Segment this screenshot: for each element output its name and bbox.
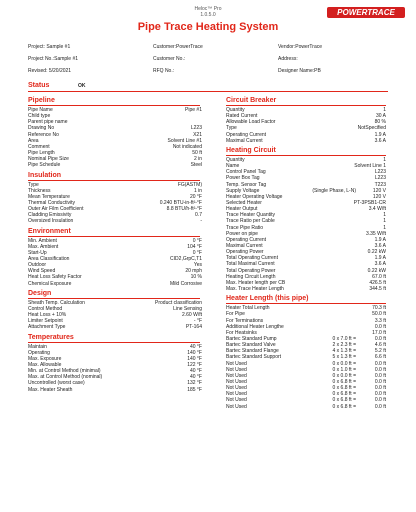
data-row xyxy=(28,362,200,368)
row-label: Heater Total Length xyxy=(226,305,270,312)
row-value: Not indicated xyxy=(172,143,202,150)
data-row xyxy=(28,281,200,287)
row-label: Name xyxy=(226,163,240,170)
row-label: Reference No xyxy=(28,131,59,138)
row-label: Child type xyxy=(28,113,51,120)
data-row xyxy=(226,175,386,181)
data-row xyxy=(226,132,386,138)
row-label: Quantity xyxy=(226,107,245,113)
row-label: Heating Circuit Length xyxy=(226,273,276,280)
data-row xyxy=(226,404,386,410)
data-row xyxy=(226,268,386,274)
project-label: Project: Sample #1 xyxy=(28,44,71,50)
data-row xyxy=(226,373,386,379)
row-value: 0 x 7.0 ft = xyxy=(332,335,356,342)
row-value-right: L223 xyxy=(374,175,386,182)
data-row xyxy=(28,194,200,200)
customer-label: Customer:PowerTrace xyxy=(153,44,203,50)
vendor-label: Vendor:PowerTrace xyxy=(278,44,323,50)
section-divider xyxy=(28,298,200,299)
row-label: Operating Current xyxy=(226,236,267,243)
row-value: Mild Corrosive xyxy=(170,280,202,287)
row-label: For Terminations xyxy=(226,317,264,324)
row-value-right: 1.9 A xyxy=(374,131,386,138)
status-divider xyxy=(28,91,388,92)
row-label: Trace Pipe Ratio xyxy=(226,224,264,231)
data-row xyxy=(28,119,200,125)
data-row xyxy=(28,162,200,168)
row-value-right: 3.6 A xyxy=(374,243,386,249)
row-label: Max. Trace Heater Length xyxy=(226,286,284,293)
row-value-right: 0.0 ft xyxy=(374,335,386,342)
row-label: Type xyxy=(28,181,39,188)
data-row xyxy=(28,256,200,262)
row-label: Pipe Length xyxy=(28,150,55,157)
row-value: - xyxy=(200,218,202,225)
row-label: For Heatsinks xyxy=(226,329,257,336)
row-label: Maximal Current xyxy=(226,243,263,249)
data-row xyxy=(28,350,200,356)
row-value: 50 ft xyxy=(192,150,202,157)
row-label: Bartec Standard Pump xyxy=(226,335,277,342)
row-label: Additional Heater Lengthe xyxy=(226,323,284,330)
row-value: 4 x 1.3 ft = xyxy=(332,348,356,355)
data-row xyxy=(28,318,200,324)
row-value: 185 °F xyxy=(187,386,202,393)
row-value-right: 1 xyxy=(383,212,386,219)
data-row xyxy=(226,125,386,131)
data-row xyxy=(28,274,200,280)
row-label: Chemical Exposure xyxy=(28,280,72,287)
row-value: 0 x 6.8 ft = xyxy=(332,379,356,385)
row-value-right: 1 xyxy=(383,156,386,163)
data-row xyxy=(226,194,386,200)
app-name: Heloc™ Pro xyxy=(194,6,222,12)
app-version: 1.0.5.0 xyxy=(200,12,216,18)
data-row xyxy=(226,280,386,286)
row-value: 0 x 0.0 ft = xyxy=(332,360,356,367)
data-row xyxy=(226,200,386,206)
data-row xyxy=(226,138,386,144)
data-row xyxy=(28,344,200,350)
row-value-right: 4.6 ft xyxy=(374,342,386,349)
row-value: X21 xyxy=(193,131,202,138)
data-row xyxy=(226,255,386,261)
row-label: Max. Heater Sheath xyxy=(28,386,73,393)
row-value: Line Sensing xyxy=(173,305,202,312)
data-row xyxy=(226,397,386,403)
row-label: Not Used xyxy=(226,397,247,404)
row-label: Wind Speed xyxy=(28,268,56,275)
row-value: 40 °F xyxy=(189,374,202,381)
row-value-right: 50.0 ft xyxy=(372,311,386,318)
row-label: Pipe Schedule xyxy=(28,162,61,169)
row-value-right: 1 xyxy=(383,224,386,231)
row-value: 8.8 BTU/h-ft²-°F xyxy=(166,206,202,213)
row-value: - °F xyxy=(193,318,202,325)
row-label: Uncontrolled (worst case) xyxy=(28,380,85,387)
row-label: Not Used xyxy=(226,372,247,379)
row-value-right: 120 V xyxy=(372,193,386,200)
data-row xyxy=(226,212,386,218)
row-label: Supply Voltage xyxy=(226,187,260,194)
row-value-right: Solvent Line 1 xyxy=(354,163,386,170)
row-label: Not Used xyxy=(226,385,247,392)
section-divider xyxy=(28,236,200,237)
data-row xyxy=(28,387,200,393)
row-value: Product classification xyxy=(155,299,202,306)
section-divider xyxy=(226,303,386,304)
data-row xyxy=(226,286,386,292)
row-label: Type xyxy=(226,125,237,132)
data-row xyxy=(226,206,386,212)
data-row xyxy=(226,311,386,317)
data-row xyxy=(28,125,200,131)
data-row xyxy=(28,138,200,144)
section-title: Heater Length (this pipe) xyxy=(226,295,309,303)
row-label: Rated Current xyxy=(226,113,258,120)
row-label: Operating xyxy=(28,349,50,356)
row-label: Outdoor xyxy=(28,262,47,269)
row-value-right: 70.3 ft xyxy=(372,305,386,312)
row-value: 0 °F xyxy=(192,237,202,244)
row-label: Maximal Current xyxy=(226,137,263,144)
data-row xyxy=(226,188,386,194)
data-row xyxy=(28,262,200,268)
row-value-right: L223 xyxy=(374,169,386,176)
data-row xyxy=(226,318,386,324)
row-value: 2 in xyxy=(193,156,202,163)
row-value: 20 °F xyxy=(189,193,202,200)
data-row xyxy=(226,348,386,354)
data-row xyxy=(226,336,386,342)
row-value-right: 3.6 A xyxy=(374,137,386,144)
row-label: Operating Power xyxy=(226,249,264,256)
data-row xyxy=(226,119,386,125)
row-label: Nominal Pipe Size xyxy=(28,156,69,163)
data-row xyxy=(28,238,200,244)
row-label: Max. Exposure xyxy=(28,355,62,362)
row-label: Not Used xyxy=(226,391,247,398)
data-row xyxy=(28,182,200,188)
row-value-right: 3.6 A xyxy=(374,261,386,268)
row-value-right: 1.9 A xyxy=(374,236,386,243)
row-label: Drawing No xyxy=(28,125,55,132)
rfq-label: RFQ No.: xyxy=(153,68,175,74)
data-row xyxy=(28,113,200,119)
data-row xyxy=(226,163,386,169)
row-label: Not Used xyxy=(226,360,247,367)
data-row xyxy=(226,231,386,237)
row-value-right: NotSpecified xyxy=(357,125,386,132)
row-value: 0 x 1.0 ft = xyxy=(332,366,356,373)
row-value-right: 0.0 ft xyxy=(374,323,386,330)
row-label: For Pipe xyxy=(226,311,245,318)
row-value: 132 °F xyxy=(187,380,202,387)
data-row xyxy=(28,368,200,374)
row-label: Area Classification xyxy=(28,256,70,262)
designer-label: Designer Name:PB xyxy=(278,68,321,74)
data-row xyxy=(226,354,386,360)
row-value-right: 0.0 ft xyxy=(374,360,386,367)
data-row xyxy=(28,188,200,194)
row-value: 0 °F xyxy=(192,249,202,256)
data-row xyxy=(28,268,200,274)
row-label: Maintain xyxy=(28,343,47,350)
row-label: Power on pipe xyxy=(226,230,258,237)
row-label: Cladding Emissivity xyxy=(28,212,72,219)
row-label: Operating Current xyxy=(226,131,267,138)
row-label: Trace Heater Quantity xyxy=(226,212,276,219)
row-label: Bartec Standard Support xyxy=(226,354,282,361)
row-value: PT-164 xyxy=(185,324,202,331)
row-label: Parent pipe name xyxy=(28,119,68,126)
row-label: Start-Up xyxy=(28,249,47,256)
data-row xyxy=(226,237,386,243)
row-value-right: 3.35 W/ft xyxy=(365,230,386,237)
address-label: Address: xyxy=(278,56,298,62)
row-value: FG(ASTM) xyxy=(177,181,202,188)
data-row xyxy=(226,225,386,231)
data-row xyxy=(28,244,200,250)
row-label: Bartec Standard Flange xyxy=(226,348,279,355)
row-value: 0 x 6.8 ft = xyxy=(332,391,356,398)
data-row xyxy=(226,385,386,391)
data-row xyxy=(226,342,386,348)
section-title: Temperatures xyxy=(28,333,74,341)
row-label: Allowable Load Factor xyxy=(226,119,276,126)
row-value-right: 1.9 A xyxy=(374,255,386,262)
row-value: 140 °F xyxy=(187,349,202,356)
data-row xyxy=(226,169,386,175)
data-row xyxy=(28,300,200,306)
powertrace-logo: POWERTRACE xyxy=(327,7,405,18)
row-label: Power Box Tag xyxy=(226,175,260,182)
row-label: Outer Air Film Coefficient xyxy=(28,206,84,213)
row-value-right: 6.6 ft xyxy=(374,354,386,361)
row-value-right: 5.2 ft xyxy=(374,348,386,355)
row-value: (Single Phase, L-N) xyxy=(312,187,356,194)
section-title: Environment xyxy=(28,227,71,235)
data-row xyxy=(28,324,200,330)
row-label: Heater Output xyxy=(226,206,258,213)
row-value: 0 x 0.0 ft = xyxy=(332,372,356,379)
data-row xyxy=(28,312,200,318)
row-value: Solvent Line #1 xyxy=(167,137,202,144)
row-value: 0 x 6.8 ft = xyxy=(332,403,356,410)
row-value-right: 0.0 ft xyxy=(374,397,386,404)
row-label: Total Operating Current xyxy=(226,255,278,262)
row-label: Area xyxy=(28,137,39,144)
row-value: 140 °F xyxy=(187,355,202,362)
row-value: CID2,GrpC,T1 xyxy=(170,256,202,262)
row-value: 0.240 BTU-in-ft²-°F xyxy=(159,199,202,206)
section-title: Heating Circuit xyxy=(226,146,276,154)
row-value-right: 426.5 ft xyxy=(369,279,386,286)
row-value: 40 °F xyxy=(189,368,202,375)
row-label: Min. Ambient xyxy=(28,237,57,244)
project-no-label: Project No.:Sample #1 xyxy=(28,56,79,62)
row-label: Not Used xyxy=(226,379,247,385)
row-value-right: T223 xyxy=(374,181,386,188)
data-row xyxy=(28,150,200,156)
data-row xyxy=(226,249,386,255)
row-label: Control Method xyxy=(28,305,63,312)
row-label: Max. Allowable xyxy=(28,361,62,368)
data-row xyxy=(28,156,200,162)
row-label: Bartec Standard Valve xyxy=(226,342,276,349)
data-row xyxy=(226,367,386,373)
row-label: Limiter Setpoint xyxy=(28,318,63,325)
data-row xyxy=(226,157,386,163)
row-value-right: 0.22 kW xyxy=(367,249,386,256)
row-value-right: 30 A xyxy=(375,113,386,120)
section-title: Circuit Breaker xyxy=(226,97,277,104)
row-value: 122 °F xyxy=(187,361,202,368)
row-value-right: 0.0 ft xyxy=(374,403,386,410)
row-label: Total Maximal Current xyxy=(226,261,275,268)
row-value: 2 x 2.3 ft = xyxy=(332,342,356,349)
status-value: OK xyxy=(78,83,86,89)
data-row xyxy=(226,274,386,280)
row-value-right: PT-3PSB1-CR xyxy=(353,199,386,206)
data-row xyxy=(226,324,386,330)
row-value-right: 80 % xyxy=(374,119,386,126)
row-value-right: 0.0 ft xyxy=(374,379,386,385)
data-row xyxy=(28,200,200,206)
row-value: 1 in xyxy=(193,187,202,194)
row-value: 0 x 6.8 ft = xyxy=(332,385,356,392)
row-label: Thermal Conductivity xyxy=(28,199,75,206)
row-label: Max. at Control Method (nominal) xyxy=(28,374,103,381)
section-title: Design xyxy=(28,289,52,297)
section-divider xyxy=(28,105,200,106)
data-row xyxy=(28,206,200,212)
row-value-right: 67.0 ft xyxy=(372,273,386,280)
row-value: 5 x 1.3 ft = xyxy=(332,354,356,361)
row-value: 20 mph xyxy=(185,268,202,275)
row-value-right: 1 xyxy=(383,107,386,113)
row-value-right: 1 xyxy=(383,218,386,225)
status-title: Status xyxy=(28,82,50,89)
data-row xyxy=(226,379,386,385)
row-label: Temp. Sensor Tag xyxy=(226,181,267,188)
data-row xyxy=(28,144,200,150)
section-title: Pipeline xyxy=(28,97,55,104)
row-label: Heater Operating Voltage xyxy=(226,193,283,200)
row-label: Min. at Control Method (minimal) xyxy=(28,368,101,375)
data-row xyxy=(226,261,386,267)
row-label: Oversized Insulation xyxy=(28,218,74,225)
row-value-right: 0.22 kW xyxy=(367,267,386,274)
data-row xyxy=(226,107,386,113)
data-row xyxy=(28,132,200,138)
data-row xyxy=(226,113,386,119)
section-divider xyxy=(28,180,200,181)
row-value: Steel xyxy=(190,162,202,169)
row-label: Trace Ratio per Cable xyxy=(226,218,275,225)
data-row xyxy=(226,182,386,188)
row-value: 0.7 xyxy=(195,212,202,219)
row-label: Attachment Type xyxy=(28,324,66,331)
row-label: Mean Temperature xyxy=(28,193,70,200)
data-row xyxy=(28,107,200,113)
row-value-right: 0.0 ft xyxy=(374,372,386,379)
row-value: 104 °F xyxy=(187,243,202,250)
row-value: 2.60 W/ft xyxy=(181,312,202,319)
row-label: Heat Loss Safety Factor xyxy=(28,274,82,281)
data-row xyxy=(226,330,386,336)
data-row xyxy=(226,391,386,397)
data-row xyxy=(28,212,200,218)
row-value-right: 344.5 ft xyxy=(369,286,386,293)
section-divider xyxy=(28,342,200,343)
row-label: Max. Ambient xyxy=(28,243,59,250)
data-row xyxy=(226,305,386,311)
section-divider xyxy=(226,155,386,156)
row-value-right: 17.0 ft xyxy=(372,329,386,336)
row-value-right: 0.0 ft xyxy=(374,391,386,398)
row-value: Pipe #1 xyxy=(185,107,202,113)
row-label: Thickness xyxy=(28,187,51,194)
data-row xyxy=(28,218,200,224)
data-row xyxy=(28,250,200,256)
data-row xyxy=(28,380,200,386)
row-value-right: 0.0 ft xyxy=(374,385,386,392)
row-value-right: 3.3 ft xyxy=(374,317,386,324)
row-label: Not Used xyxy=(226,403,247,410)
row-value-right: 120 V xyxy=(372,187,386,194)
row-value: L223 xyxy=(190,125,202,132)
revised-label: Revised: 5/20/2021 xyxy=(28,68,72,74)
row-label: Max. Heater length per CB xyxy=(226,279,286,286)
row-value: 0 x 6.8 ft = xyxy=(332,397,356,404)
page-title: Pipe Trace Heating System xyxy=(137,21,279,33)
data-row xyxy=(28,306,200,312)
row-label: Control Panel Tag xyxy=(226,169,266,176)
row-value: 10 % xyxy=(190,274,202,281)
row-label: Quantity xyxy=(226,156,245,163)
row-label: Total Operating Power xyxy=(226,267,276,274)
row-label: Comment xyxy=(28,143,50,150)
row-label: Pipe Name xyxy=(28,107,53,113)
row-value: Yes xyxy=(193,262,202,269)
row-label: Not Used xyxy=(226,366,247,373)
data-row xyxy=(28,356,200,362)
row-label: Heat Loss + 10% xyxy=(28,312,67,319)
row-value-right: 0.0 ft xyxy=(374,366,386,373)
data-row xyxy=(226,361,386,367)
data-row xyxy=(226,218,386,224)
row-label: Sheath Temp. Calculation xyxy=(28,299,85,306)
row-label: Selected Heater xyxy=(226,199,262,206)
section-title: Insulation xyxy=(28,171,62,179)
data-row xyxy=(28,374,200,380)
customer-no-label: Customer No.: xyxy=(153,56,186,62)
row-value: 40 °F xyxy=(189,343,202,350)
row-value-right: 3.4 W/ft xyxy=(368,206,386,213)
section-divider xyxy=(226,105,386,106)
data-row xyxy=(226,243,386,249)
